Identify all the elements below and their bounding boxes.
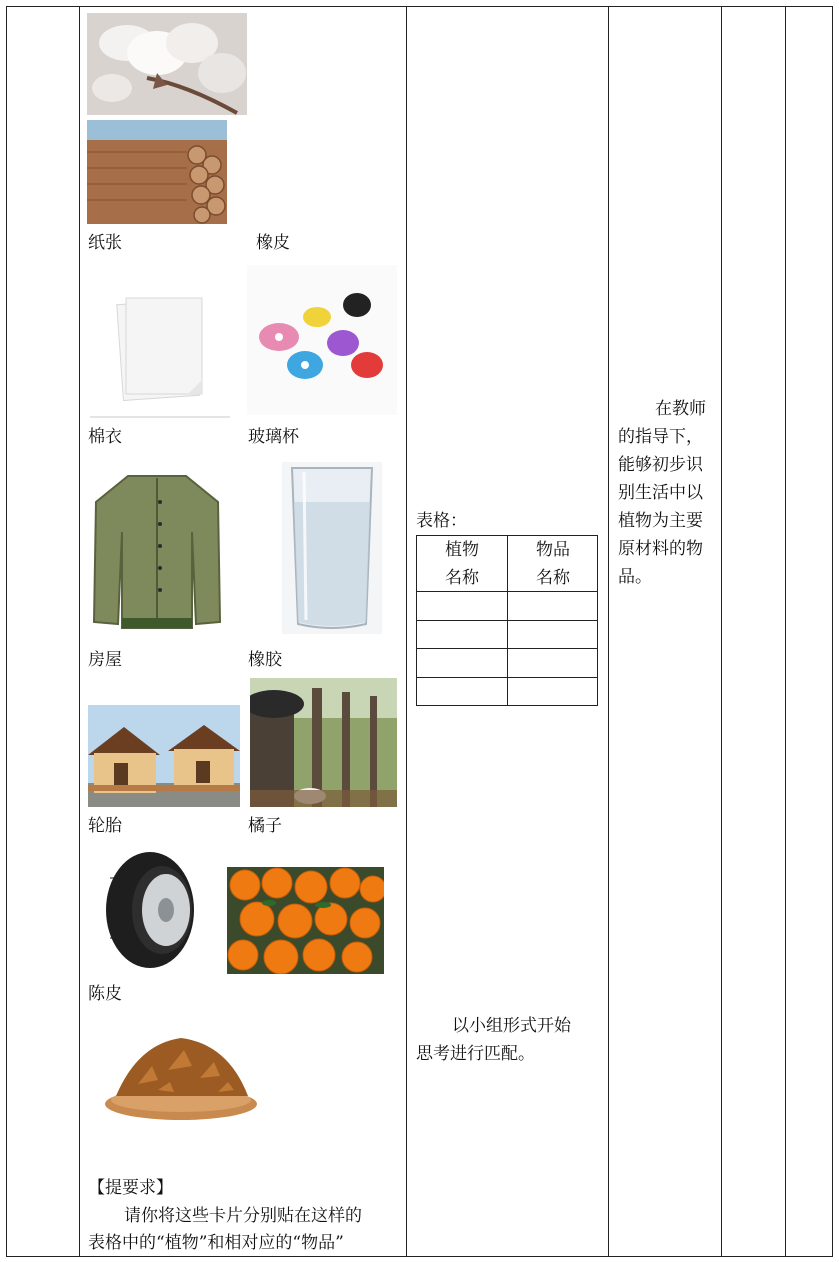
objective-line-2: 的指导下， [618, 427, 703, 447]
header-plant-line-1: 植物 [445, 540, 479, 560]
table-col-border-2 [79, 6, 80, 1256]
objective-line-6: 原材料的物 [618, 539, 703, 559]
logs-image [87, 120, 227, 224]
label-dried-peel: 陈皮 [88, 984, 122, 1004]
eraser-image [247, 265, 397, 415]
matching-table [416, 535, 598, 706]
label-tire: 轮胎 [88, 816, 122, 836]
matching-table-row-line [417, 648, 597, 649]
table-col-border-1 [6, 6, 7, 1256]
table-col-border-4 [608, 6, 609, 1256]
header-plant-line-2: 名称 [445, 568, 479, 588]
wooden-house-image [88, 705, 240, 807]
cotton-jacket-image [88, 462, 226, 634]
objective-line-4: 别生活中以 [618, 483, 703, 503]
objective-line-1: 在教师 [655, 399, 706, 419]
label-paper: 纸张 [88, 233, 122, 253]
label-eraser: 橡皮 [256, 233, 290, 253]
header-plant-name [417, 536, 507, 592]
table-col-border-5 [721, 6, 722, 1256]
rubber-tree-image [250, 678, 397, 807]
matching-table-row-line [417, 620, 597, 621]
label-orange: 橘子 [248, 816, 282, 836]
paper-image [90, 270, 230, 420]
orange-image [227, 867, 384, 974]
table-caption: 表格： [416, 511, 467, 531]
table-col-border-7 [832, 6, 833, 1256]
header-item-name [508, 536, 598, 592]
dried-peel-image [88, 1014, 274, 1138]
tire-image [100, 848, 200, 972]
group-text-line-1: 以小组形式开始 [452, 1016, 571, 1036]
objective-line-7: 品。 [618, 567, 652, 587]
matching-table-row-line [417, 677, 597, 678]
requirement-line-1: 请你将这些卡片分别贴在这样的 [124, 1206, 362, 1226]
objective-line-3: 能够初步识 [618, 455, 703, 475]
cotton-image [87, 13, 247, 115]
requirement-line-2: 表格中的“植物”和相对应的“物品” [88, 1233, 344, 1253]
header-item-line-2: 名称 [536, 568, 570, 588]
glass-cup-image [282, 462, 382, 634]
label-house: 房屋 [88, 650, 122, 670]
label-cotton-jacket: 棉衣 [88, 427, 122, 447]
table-top-border [6, 6, 833, 7]
table-col-border-3 [406, 6, 407, 1256]
objective-line-5: 植物为主要 [618, 511, 703, 531]
requirement-title: 【提要求】 [88, 1178, 173, 1198]
header-item-line-1: 物品 [536, 540, 570, 560]
group-text-line-2: 思考进行匹配。 [416, 1044, 535, 1064]
label-rubber: 橡胶 [248, 650, 282, 670]
table-col-border-6 [785, 6, 786, 1256]
label-glass-cup: 玻璃杯 [248, 427, 299, 447]
